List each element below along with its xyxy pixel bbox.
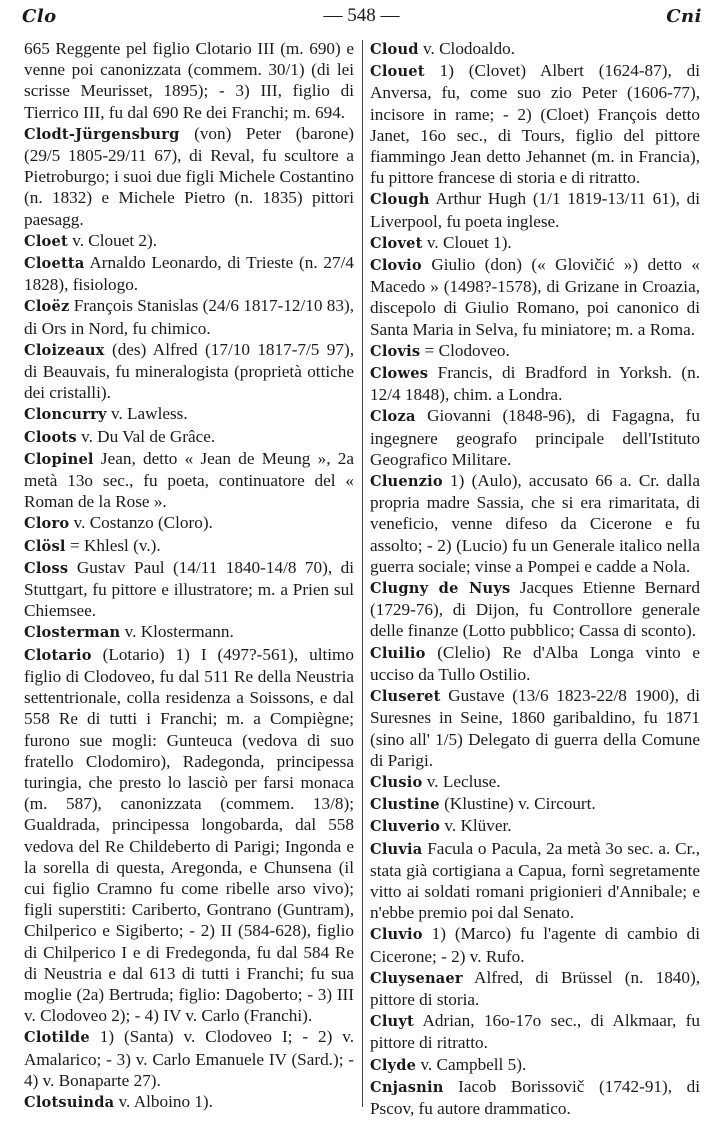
entry-text: 1) (Clovet) Albert (1624-87), di Anversa, fu, come suo zio Peter (1606-77), incisore in rame; - 2) (Cloet) François detto Janet, 16o sec., di Tours, figlio del pittore fiammingo Jean detto Jehannet (m. in Francia), fu pittore francese di storia e di ritratto.	[370, 61, 700, 188]
entry-text: Gustave (13/6 1823-22/8 1900), di Suresnes in Seine, 1860 garibaldino, fu 1871 (sino all' 1/5) Delegato di guerra della Comune di Parigi.	[370, 686, 700, 770]
entry-text: Giovanni (1848-96), di Fagagna, fu ingegnere geografo principale dell'Istituto Geografico Militare.	[370, 406, 700, 469]
entry-headword: Clough	[370, 191, 430, 209]
entry-text: (des) Alfred (17/10 1817-7/5 97), di Beauvais, fu mineralogista (proprietà ottiche dei cristalli).	[24, 339, 354, 403]
dictionary-entry	[370, 60, 700, 188]
dictionary-entry	[370, 923, 700, 966]
entry-text: Iacob Borissovič (1742-91), di Pscov, fu autore drammatico.	[370, 1076, 700, 1118]
entry-headword: Cloizeaux	[24, 341, 105, 359]
entry-headword: Cloots	[24, 428, 77, 446]
column-divider	[362, 40, 363, 1107]
entry-headword: Clovis	[370, 342, 421, 360]
entry-headword: Cloud	[370, 41, 419, 58]
entry-text: v. Du Val de Grâce.	[76, 426, 216, 446]
dictionary-entry	[370, 1076, 700, 1119]
entry-headword: Closterman	[24, 624, 121, 642]
entry-text: Alfred, di Brüssel (n. 1840), pittore di storia.	[370, 967, 700, 1009]
entry-text: Facula o Pacula, 2a metà 3o sec. a. Cr., stata già cortigiana a Capua, fornì segretamente vitto ai soldati romani prigionieri d'Annibale; e n'ebbe premio poi dal Senato.	[370, 838, 700, 923]
dictionary-entry	[24, 512, 354, 534]
page-header	[22, 4, 702, 28]
dictionary-entry	[24, 557, 354, 622]
entry-text: 1) (Marco) fu l'agente di cambio di Cicerone; - 2) v. Rufo.	[370, 924, 700, 966]
entry-text: v. Klüver.	[440, 816, 512, 836]
entry-headword: Clovio	[370, 257, 422, 275]
entry-headword: Cluilio	[370, 644, 426, 662]
entry-text: v. Costanzo (Cloro).	[69, 513, 213, 533]
entry-headword: Cluyt	[370, 1013, 414, 1031]
entry-text: v. Klostermann.	[120, 622, 234, 642]
entry-text: v. Campbell 5).	[416, 1054, 527, 1074]
entry-headword: Cloro	[24, 515, 70, 533]
entry-headword: Clotilde	[24, 1029, 90, 1047]
entry-headword: Cluseret	[370, 688, 441, 706]
entry-text: v. Clouet 2).	[67, 230, 158, 250]
entry-text: (Lotario) 1) I (497?-561), ultimo figlio di Clodoveo, fu dal 511 Re della Neustria settentrionale, colla residenza a Soissons, e dal 558 Re di tutti i Franchi; m. a Compiègne; furono sue mogli: Gunteuca (vedova di suo fratello Clodomiro), Radegonda, principessa turingia, che presto lo lasciò per farsi monaca (m. 587), canonizzata (commem. 13/8); Gualdrada, principessa longobarda, dal 558 vedova del Re Childeberto di Parigi; Ingonda e la sorella di questa, Aregonda, e Chunsena (il cui figlio Cramno fu come ribelle arso vivo); figli superstiti: Cariberto, Gontrano (Guntram), Chilperico e Sigiberto; - 2) II (584-628), figlio di Chilperico I e di Fredegonda, fu dal 584 Re di Neustria e dal 613 di tutti i Franchi; fu sua moglie (2a) Bertruda; figlio: Dagoberto; - 3) III v. Clodoveo 2); - 4) IV v. Carlo (Franchi).	[24, 644, 354, 1026]
entry-text: v. Clodoaldo.	[418, 39, 515, 58]
dictionary-entry	[24, 123, 354, 230]
entry-headword: Clouet	[370, 63, 425, 81]
dictionary-entry	[370, 771, 700, 793]
dictionary-entry	[370, 188, 700, 231]
dictionary-entry	[24, 448, 354, 513]
entry-headword: Cluysenaer	[370, 969, 463, 987]
entry-text: Arthur Hugh (1/1 1819-13/11 61), di Liverpool, fu poeta inglese.	[370, 189, 700, 231]
entry-headword: Cloet	[24, 232, 68, 250]
entry-text: Arnaldo Leonardo, di Trieste (n. 27/4 1828), fisiologo.	[24, 253, 354, 295]
entry-headword: Cluvio	[370, 926, 423, 944]
left-column	[24, 38, 354, 1127]
entry-headword: Clösl	[24, 537, 66, 555]
entry-text: 1) (Santa) v. Clodoveo I; - 2) v. Amalarico; - 3) v. Carlo Emanuele IV (Sard.); - 4) v. Bonaparte 27).	[24, 1027, 354, 1090]
dictionary-entry	[370, 232, 700, 254]
dictionary-entry	[24, 339, 354, 404]
entry-headword: Cloëz	[24, 298, 70, 316]
entry-headword: Clugny de Nuys	[370, 580, 511, 598]
entry-headword: Clovet	[370, 234, 423, 252]
entry-headword: Clowes	[370, 365, 429, 383]
entry-headword: Clyde	[370, 1056, 417, 1074]
entry-text: v. Clouet 1).	[422, 232, 512, 252]
entry-text: Jean, detto « Jean de Meung », 2a metà 13o sec., fu poeta, continuatore del « Roman de la Rose ».	[24, 448, 354, 512]
dictionary-entry	[370, 254, 700, 340]
dictionary-entry	[370, 967, 700, 1010]
dictionary-entry	[370, 642, 700, 685]
entry-headword: Cnjasnin	[370, 1078, 444, 1096]
dictionary-entry	[370, 838, 700, 924]
entry-headword: Cluverio	[370, 818, 441, 836]
dictionary-entry	[370, 815, 700, 837]
dictionary-entry	[24, 252, 354, 295]
entry-headword: Cloza	[370, 408, 416, 426]
dictionary-entry	[370, 1054, 700, 1076]
entry-headword: Cluvia	[370, 840, 423, 858]
entry-text: Francis, di Bradford in Yorksh. (n. 12/4 1848), chim. a Londra.	[370, 363, 700, 405]
entry-headword: Cluenzio	[370, 473, 443, 491]
entry-headword: Clotario	[24, 646, 92, 664]
header-left-word: Clo	[22, 5, 57, 27]
dictionary-entry	[370, 685, 700, 771]
entry-headword: Clusio	[370, 773, 423, 791]
entry-text: v. Lawless.	[106, 404, 188, 424]
dictionary-entry	[24, 230, 354, 252]
dictionary-entry	[370, 470, 700, 577]
entry-text: (Klustine) v. Circourt.	[439, 794, 596, 814]
entry-headword: Clodt-Jürgensburg	[24, 125, 180, 143]
entry-headword: Clustine	[370, 796, 440, 814]
dictionary-entry	[370, 405, 700, 470]
dictionary-entry	[370, 38, 700, 60]
dictionary-entry	[24, 1091, 354, 1113]
entry-headword: Closs	[24, 559, 69, 577]
entry-text: (von) Peter (barone) (29/5 1805-29/11 67), di Reval, fu scultore a Pietroburgo; i suoi due figli Michele Costantino (n. 1832) e Michele Pietro (n. 1835) pittori paesagg.	[24, 123, 354, 229]
entry-text: François Stanislas (24/6 1817-12/10 83), di Ors in Nord, fu chimico.	[24, 296, 354, 338]
entry-text: = Clodoveo.	[420, 340, 510, 360]
dictionary-entry	[24, 295, 354, 338]
header-right-word: Cni	[666, 5, 702, 27]
entry-text: Gustav Paul (14/11 1840-14/8 70), di Stuttgart, fu pittore e illustratore; m. a Prien sul Chiemsee.	[24, 557, 354, 621]
dictionary-entry	[370, 340, 700, 362]
dictionary-entry	[370, 577, 700, 642]
entry-text: 1) (Aulo), accusato 66 a. Cr. dalla propria madre Sassia, che si era rimaritata, di veneficio, venne difeso da Cicerone e fu assolto; - 2) (Lucio) fu un Generale italico nella guerra sociale; vinse a Pompei e cadde a Nola.	[370, 471, 700, 576]
dictionary-entry	[370, 793, 700, 815]
dictionary-body	[24, 38, 700, 1127]
dictionary-entry	[24, 621, 354, 643]
entry-text: Jacques Etienne Bernard (1729-76), di Dijon, fu Controllore generale delle finanze (Lotto pubblico; Cassa di sconto).	[370, 578, 700, 641]
entry-text: Adrian, 16o-17o sec., di Alkmaar, fu pittore di ritratto.	[370, 1011, 700, 1053]
dictionary-entry	[24, 1026, 354, 1091]
entry-text: 665 Reggente pel figlio Clotario III (m. 690) e venne poi canonizzata (commem. 30/1) (di lei scrisse Meurisset, 1895); - 3) III, figlio di Tierrico III, fu dal 690 Re dei Franchi; m. 694.	[24, 39, 354, 122]
dictionary-entry	[24, 38, 354, 123]
dictionary-entry	[370, 362, 700, 405]
dictionary-entry	[24, 644, 354, 1027]
entry-text: = Khlesl (v.).	[65, 535, 161, 555]
right-column	[370, 38, 700, 1127]
entry-text: v. Lecluse.	[422, 771, 501, 791]
dictionary-entry	[370, 1010, 700, 1053]
entry-text: v. Alboino 1).	[114, 1091, 213, 1111]
dictionary-entry	[24, 535, 354, 557]
entry-headword: Cloncurry	[24, 406, 107, 424]
entry-headword: Clotsuinda	[24, 1093, 115, 1111]
entry-text: (Clelio) Re d'Alba Longa vinto e ucciso da Tullo Ostilio.	[370, 642, 700, 684]
entry-headword: Clopinel	[24, 450, 94, 468]
entry-text: Giulio (don) (« Glovičić ») detto « Macedo » (1498?-1578), di Grizane in Croazia, discepolo di Giulio Romano, poi canonico di Santa Maria in Selva, fu miniatore; m. a Roma.	[370, 255, 700, 339]
entry-headword: Cloetta	[24, 255, 85, 273]
dictionary-entry	[24, 426, 354, 448]
page-number: — 548 —	[323, 5, 400, 26]
dictionary-entry	[24, 403, 354, 425]
